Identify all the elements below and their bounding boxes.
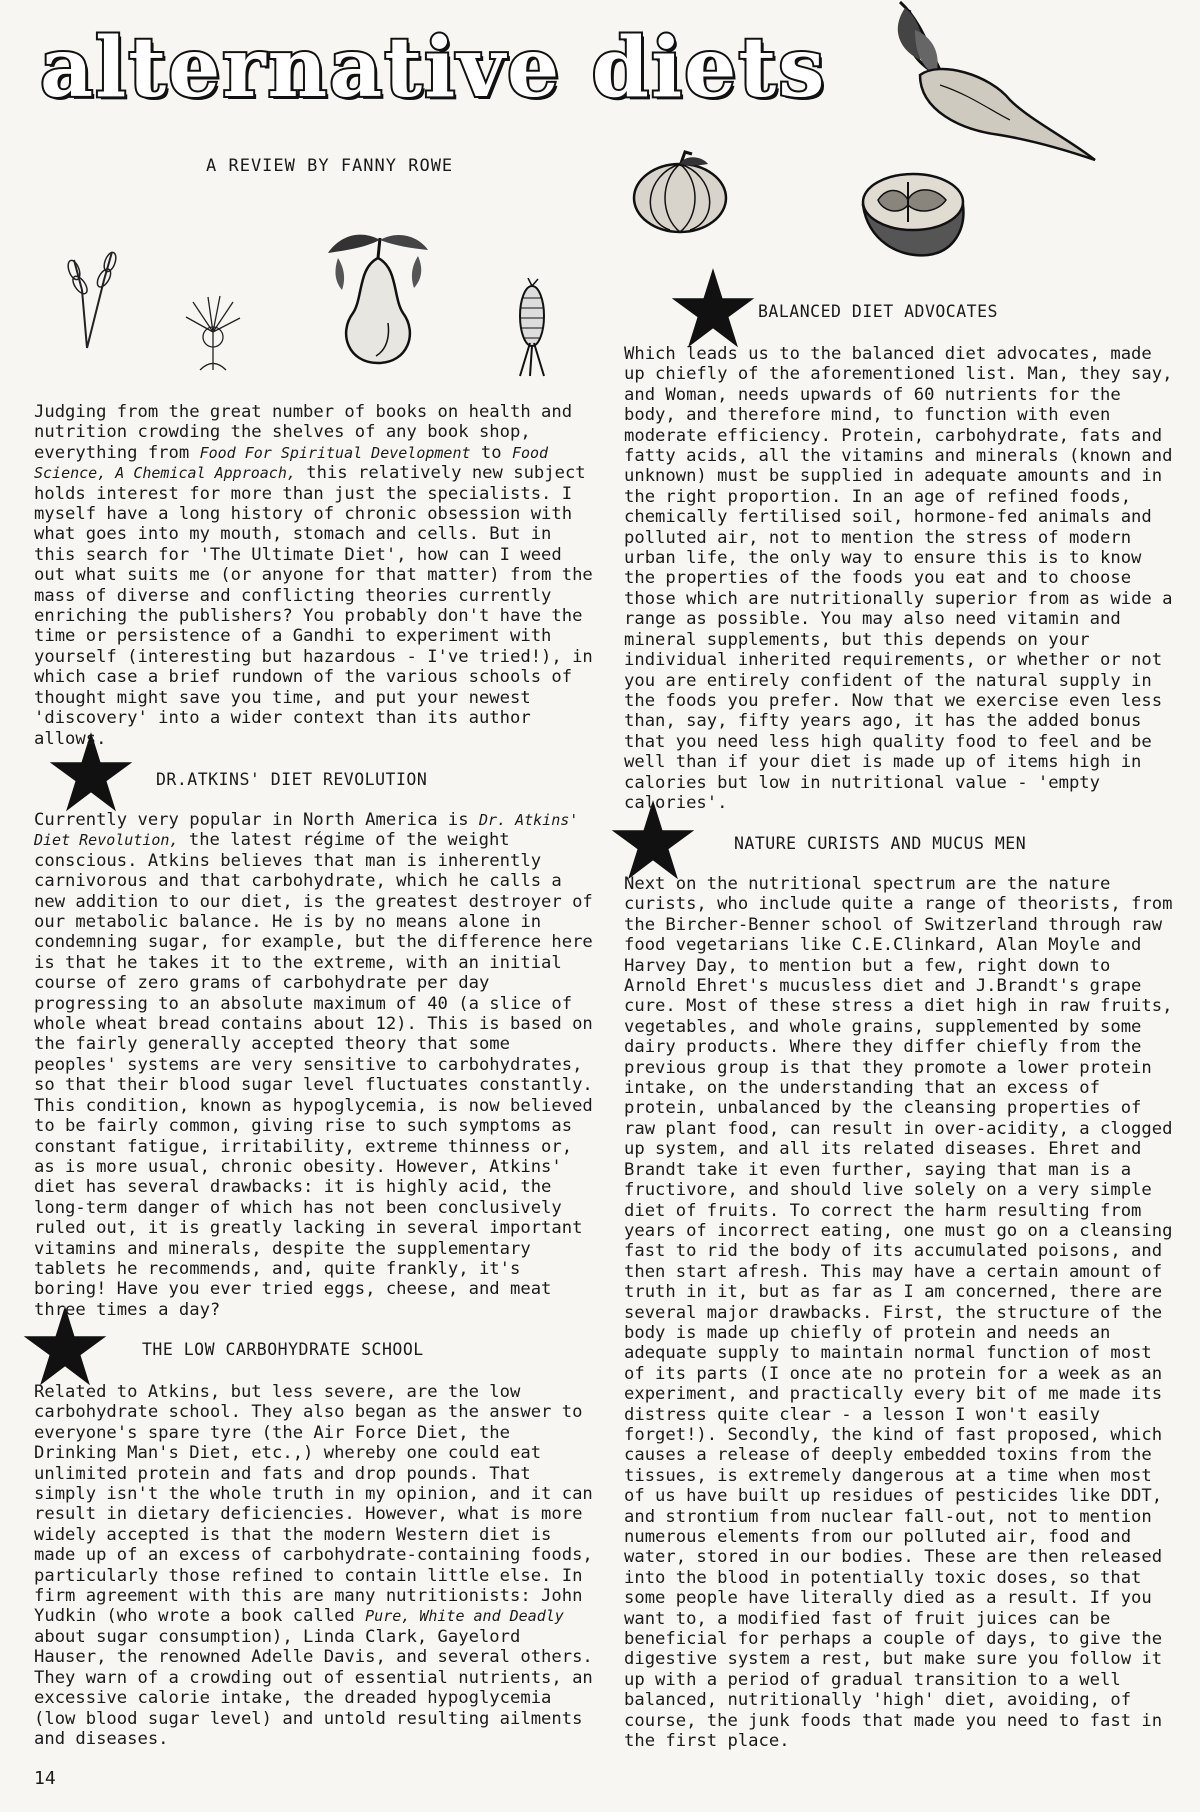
lowcarb-text: Related to Atkins, but less severe, are the low carbohydrate school. They also began as the answer to everyone's spare tyre (the Air Force Diet, the Drinking Man's Diet, etc.,) whereby one could eat unlimited protein and fats and drop pounds. That simply isn't the whole truth in my opinion, and it can result in dietary deficiencies. However, what is more widely accepted is that the modern Western diet is made up of an excess of carbohydrate-containing foods, particularly those refined to contain little else. In firm agreement with this are many nutritionists: John Yudkin (who wrote a book called Pure, White and Deadly about sugar consumption), Linda Clark, Gayelord Hauser, the renowned Adelle Davis, and several others. They warn of a crowding out of essential nutrients, an excessive calorie intake, the dreaded hypoglycemia (low blood sugar level) and untold resulting ailments and diseases. xyxy=(34,1382,593,1749)
page-number: 14 xyxy=(34,1768,56,1789)
page-title: alternative diets xyxy=(40,20,827,116)
walnut-icon xyxy=(858,170,968,260)
pear-icon xyxy=(318,228,438,368)
section-heading-nature: NATURE CURISTS AND MUCUS MEN xyxy=(734,834,1027,853)
byline: A REVIEW BY FANNY ROWE xyxy=(206,156,454,176)
wheat-icon xyxy=(52,240,122,350)
corn-icon xyxy=(500,278,560,378)
section-heading-atkins: DR.ATKINS' DIET REVOLUTION xyxy=(156,770,428,789)
section-heading-balanced: BALANCED DIET ADVOCATES xyxy=(758,302,998,321)
nature-text: Next on the nutritional spectrum are the nature curists, who include quite a range of theorists, from the Bircher-Benner school of Switzerland through raw food vegetarians like C.E.Clinkard, Alan Moyle and Harvey Day, to mention but a few, right down to Arnold Ehret's mucusless diet and J.Brandt's grape cure. Most of these stress a diet high in raw fruits, vegetables, and whole grains, supplemented by some dairy products. Where they differ chiefly from the previous group is that they promote a lower protein intake, on the understanding that an excess of protein, unbalanced by the cleansing properties of raw plant food, can result in over-acidity, a clogged up system, and all its related diseases. Ehret and Brandt take it even further, saying that man is a fructivore, and should live solely on a very simple diet of fruits. To correct the harm resulting from years of incorrect eating, one must go on a cleansing fast to rid the body of its accumulated poisons, and then start afresh. This may have a certain amount of truth in it, but as far as I am concerned, there are several major drawbacks. First, the structure of the body is made up chiefly of protein and needs an adequate supply to maintain normal function of most of its parts (I once ate no protein for a week as an experiment, and practically every bit of me made its distress quite clear - a lesson I won't easily forget!). Secondly, the kind of fast proposed, which causes a release of deeply embedded toxins from the tissues, is extremely dangerous at a time when most of us have built up residues of pesticides like DDT, and strontium from nuclear fall-out, not to mention numerous elements from our polluted air, food and water, stored in our bodies. These are then released into the blood in potentially toxic doses, so that some people have literally died as a result. If you want to, a modified fast of fruit juices can be beneficial for perhaps a couple of days, to give the digestive system a rest, but make sure you follow it up with a period of gradual transition to a well balanced, nutritionally 'high' diet, avoiding, of course, the junk foods that made you need to fast in the first place. xyxy=(624,874,1173,1752)
balanced-text: Which leads us to the balanced diet advocates, made up chiefly of the aforementioned list. Man, they say, and Woman, needs upwards of 60 nutrients for the body, and therefore mind, to function with even moderate efficiency. Protein, carbohydrate, fats and fatty acids, all the vitamins and minerals (known and unknown) must be supplied in adequate amounts and in the right proportion. In an age of refined foods, chemically fertilised soil, hormone-fed animals and polluted air, not to mention the stress of modern urban life, the only way to ensure this is to know the properties of the foods you eat and to choose those which are nutritionally superior from as wide a range as possible. You may also need vitamin and mineral supplements, but this depends on your individual inherited requirements, or whether or not you are entirely confident of the natural supply in the foods you prefer. Now that we exercise even less than, say, fifty years ago, it has the added bonus that you need less high quality food to feel and be well than if your diet is made up of items high in calories but low in nutritional value - 'empty calories'. xyxy=(624,344,1173,813)
intro-text: Judging from the great number of books on health and nutrition crowding the shelves of any book shop, everything from Food For Spiritual Development to Food Science, A Chemical Approach, this relatively new subject holds interest for more than just the specialists. I myself have a long history of chronic obsession with what goes into my mouth, stomach and cells. But in this search for 'The Ultimate Diet', how can I weed out what suits me (or anyone for that matter) from the mass of diverse and conflicting theories currently enriching the publishers? You probably don't have the time or persistence of a Gandhi to experiment with yourself (interesting but hazardous - I've tried!), in which case a brief rundown of the various schools of thought might save you time, and put your newest 'discovery' into a wider context than its author allows. xyxy=(34,402,593,749)
atkins-text: Currently very popular in North America is Dr. Atkins' Diet Revolution, the latest régime of the weight conscious. Atkins believes that man is inherently carnivorous and that carbohydrate, which he calls a new addition to our diet, is the greatest destroyer of our metabolic balance. He is by no means alone in condemning sugar, for example, but the difference here is that he takes it to the extreme, with an initial course of zero grams of carbohydrate per day progressing to an absolute maximum of 40 (a slice of whole wheat bread contains about 12). This is based on the fairly generally accepted theory that some peoples' systems are very sensitive to carbohydrates, so that their blood sugar level fluctuates constantly. This condition, known as hypoglycemia, is now believed to be fairly common, giving rise to such symptoms as constant fatigue, irritability, extreme thinness or, as is more usual, chronic obesity. However, Atkins' diet has several drawbacks: it is highly acid, the long-term danger of which has not been conclusively ruled out, it is greatly lacking in several important vitamins and minerals, despite the supplementary tablets he recommends, and, quite frankly, it's boring! Have you ever tried eggs, cheese, and meat three times a day? xyxy=(34,810,593,1320)
thistle-icon xyxy=(178,292,248,372)
section-heading-lowcarb: THE LOW CARBOHYDRATE SCHOOL xyxy=(142,1340,424,1359)
beetroot-icon xyxy=(880,0,1100,170)
pumpkin-icon xyxy=(630,150,730,235)
star-icon xyxy=(670,268,756,350)
